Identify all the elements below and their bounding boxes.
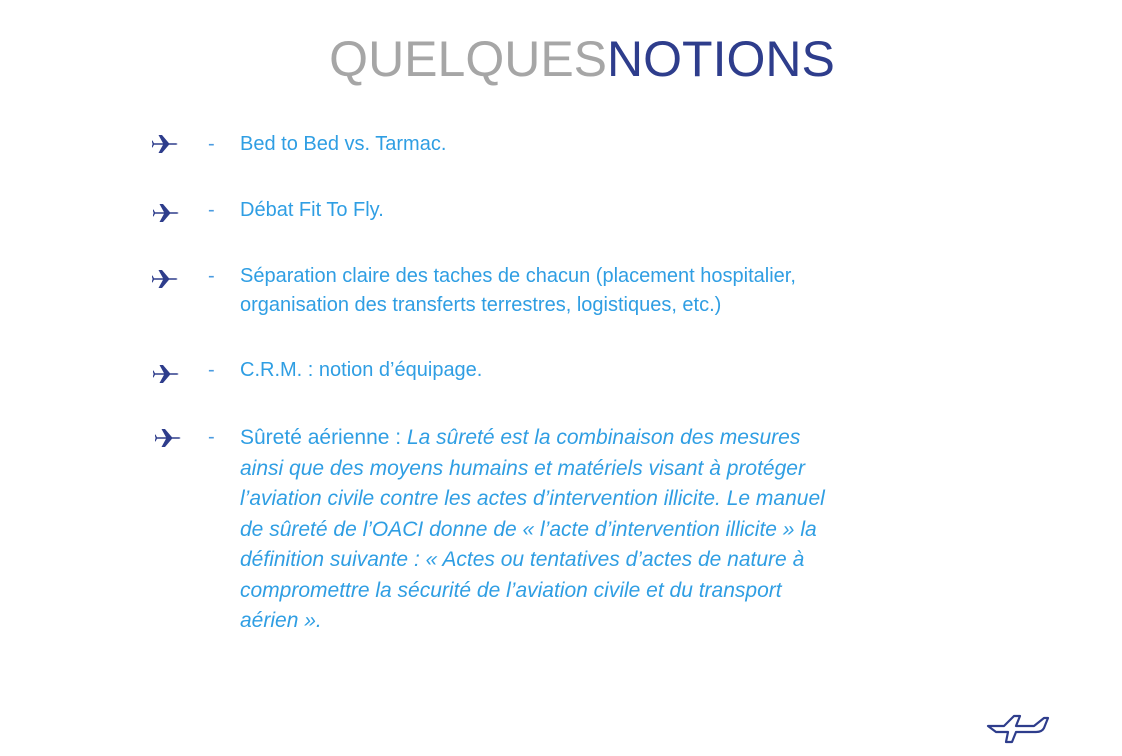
airplane-icon xyxy=(153,363,181,385)
definition-line-3: l’aviation civile contre les actes d’intervention illicite. Le manuel xyxy=(240,487,825,510)
item-text-line-1: Séparation claire des taches de chacun (placement hospitalier, xyxy=(240,265,796,287)
airplane-outline-icon xyxy=(984,704,1052,748)
definition-line-7: aérien ». xyxy=(240,609,322,632)
definition-line-5: définition suivante : « Actes ou tentatives d’actes de nature à xyxy=(240,548,805,571)
bullet-dash: - xyxy=(208,199,215,221)
airplane-icon xyxy=(155,427,183,449)
item-text-line-1 xyxy=(240,423,800,454)
definition-text: La sûreté est la combinaison des mesures xyxy=(406,426,801,449)
airplane-icon xyxy=(152,268,180,290)
title-part-quelques: QUELQUES xyxy=(329,31,608,87)
airplane-icon xyxy=(152,133,180,155)
title-part-notions: NOTIONS xyxy=(607,31,835,87)
definition-line-2: ainsi que des moyens humains et matériels visant à protéger xyxy=(240,456,805,480)
definition-line-4: de sûreté de l’OACI donne de « l’acte d’intervention illicite » la xyxy=(240,517,817,541)
page-title xyxy=(0,30,1122,88)
airplane-icon xyxy=(153,202,181,224)
item-text: Bed to Bed vs. Tarmac. xyxy=(240,133,447,155)
bullet-dash: - xyxy=(208,359,215,381)
bullet-dash: - xyxy=(208,426,215,448)
bullet-dash: - xyxy=(208,133,215,155)
bullet-dash: - xyxy=(208,265,215,287)
definition-line-6: compromettre la sécurité de l’aviation civile et du transport xyxy=(240,578,782,602)
item-text: C.R.M. : notion d’équipage. xyxy=(240,359,483,381)
item-text: Débat Fit To Fly. xyxy=(240,199,384,221)
item-lead-text: Sûreté aérienne : xyxy=(240,426,407,449)
item-text-line-2: organisation des transferts terrestres, logistiques, etc.) xyxy=(240,294,722,316)
